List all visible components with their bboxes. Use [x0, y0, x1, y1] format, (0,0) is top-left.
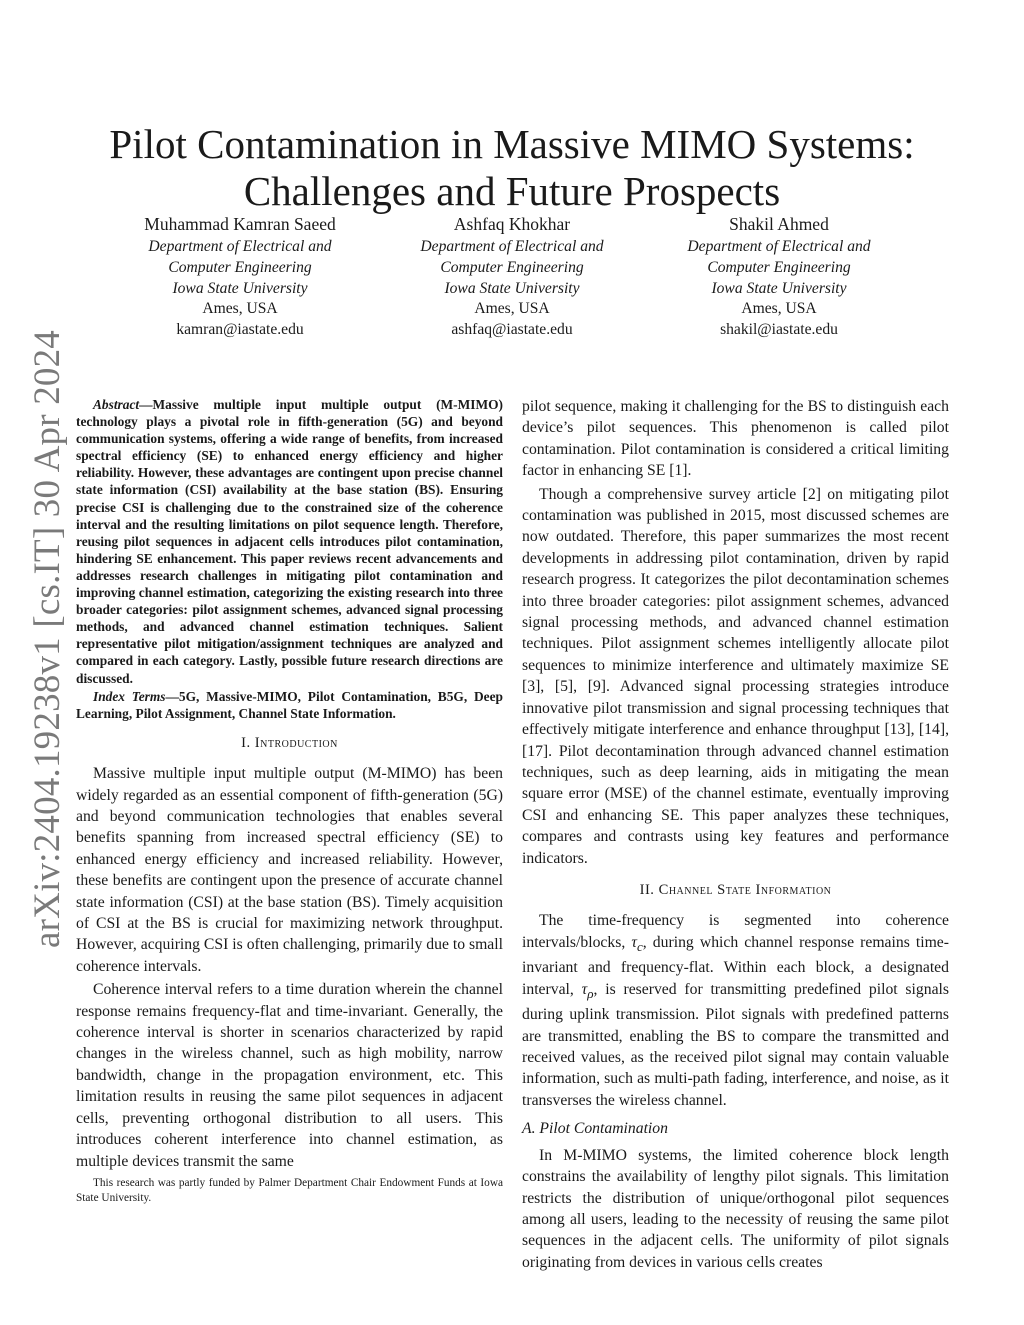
author-department: Computer Engineering [707, 258, 851, 276]
author-department: Computer Engineering [440, 258, 584, 276]
author-department: Computer Engineering [168, 258, 312, 276]
math-symbol: τ [631, 933, 637, 951]
body-paragraph [522, 910, 949, 1111]
author-email: kamran@iastate.edu [176, 321, 304, 339]
arxiv-identifier-stamp: arXiv:2404.19238v1 [cs.IT] 30 Apr 2024 [27, 329, 68, 948]
section-heading-channel-state-information: II. Channel State Information [639, 881, 832, 898]
author-name: Muhammad Kamran Saeed [144, 214, 336, 234]
author-location: Ames, USA [474, 300, 550, 318]
math-symbol-tau-c [631, 933, 643, 954]
paper-title [60, 121, 964, 215]
math-subscript: c [636, 938, 643, 954]
author-department: Department of Electrical and [420, 238, 604, 255]
body-paragraph: Though a comprehensive survey article [2] on mitigating pilot contamination was published in 2015, most discussed schemes are now outdated. Therefore, this paper summarizes the most recent developments in addressing pilot contamination, driven by rapid research progress. It categorizes the pilot decontamination schemes into three broader categories: pilot assignment schemes, advanced signal processing methods, and advanced channel estimation techniques. Pilot assignment schemes intelligently allocate pilot sequences to minimize interference and ultimately maximize SE [3], [5], [9]. Advanced signal processing strategies introduce innovative pilot transmission and signal processing techniques that effectively mitigate interference and enhance throughput [13], [14], [17]. Pilot decontamination through advanced channel estimation techniques, such as deep learning, aids in mitigating the mean square error (MSE) of the channel estimate, eventually improving CSI and enhancing SE. This paper analyzes these techniques, compares and contrasts using key features and performance indicators. [522, 485, 949, 867]
index-terms-label: Index Terms [93, 688, 166, 704]
math-symbol: τ [581, 980, 588, 998]
author-email: ashfaq@iastate.edu [451, 321, 573, 339]
author-department: Department of Electrical and [148, 238, 332, 255]
abstract [76, 396, 503, 687]
index-terms [76, 688, 503, 722]
author-3 [639, 212, 919, 341]
math-subscript: ρ [587, 985, 594, 1001]
abstract-label: Abstract [93, 397, 140, 412]
paper-title-line1: Pilot Contamination in Massive MIMO Systems: [109, 121, 915, 168]
section-heading-introduction: I. Introduction [241, 734, 338, 751]
math-symbol-tau-rho [581, 980, 594, 1001]
author-university: Iowa State University [172, 279, 308, 297]
author-2 [372, 212, 652, 341]
text-run: , is reserved for transmitting predefined pilot signals during uplink transmission. Pilot signals with predefined patterns are transmitted, enabling the BS to compare the transmitted and received values, as the received pilot signal may contain valuable information, such as multi-path fading, interference, and noise, as it transverses the wireless channel. [522, 980, 949, 1109]
body-paragraph: Massive multiple input multiple output (M-MIMO) has been widely regarded as an essential component of fifth-generation (5G) and beyond communication technologies that enables several benefits spanning from increased spectral efficiency (SE) to enhanced energy efficiency and increased reliability. However, these benefits are contingent upon the presence of accurate channel state information (CSI) at the base station (BS). Timely acquisition of CSI at the BS is crucial for maximizing network throughput. However, acquiring CSI is often challenging, primarily due to small coherence intervals. [76, 765, 503, 975]
author-location: Ames, USA [202, 300, 278, 318]
right-column [522, 396, 949, 1273]
subsection-heading-pilot-contamination: A. Pilot Contamination [522, 1120, 668, 1138]
text-run: , during which channel response remains time-invariant and frequency-flat. Within each block, a designated interval, [522, 933, 949, 998]
author-email: shakil@iastate.edu [720, 321, 838, 339]
text-run: The time-frequency is segmented into coherence intervals/blocks, [522, 912, 949, 951]
author-name: Ashfaq Khokhar [453, 214, 571, 234]
body-paragraph: In M-MIMO systems, the limited coherence block length constrains the availability of lengthy pilot signals. This limitation restricts the distribution of unique/orthogonal pilot sequences among all users, leading to the necessity of reusing the same pilot sequences in the adjacent cells. The uniformity of pilot signals originating from devices in various cells creates [522, 1146, 949, 1271]
author-name: Shakil Ahmed [729, 214, 829, 234]
index-terms-text: —5G, Massive-MIMO, Pilot Contamination, B5G, Deep Learning, Pilot Assignment, Channel State Information. [76, 688, 503, 721]
footnote: This research was partly funded by Palmer Department Chair Endowment Funds at Iowa State University. [76, 1177, 503, 1204]
author-location: Ames, USA [741, 300, 817, 318]
body-paragraph-continued: pilot sequence, making it challenging for the BS to distinguish each device’s pilot sequences. This phenomenon is called pilot contamination. Pilot contamination is considered a critical limiting factor in enhancing SE [1]. [522, 398, 949, 480]
author-1 [100, 212, 380, 341]
body-paragraph: Coherence interval refers to a time duration wherein the channel response remains frequency-flat and time-invariant. Generally, the coherence interval is shorter in scenarios characterized by rapid changes in the wireless channel, such as high mobility, narrow bandwidth, change in the propagation environment, etc. This limitation results in reusing the same pilot sequences in adjacent cells, preventing orthogonal distribution to all users. This introduces coherent interference into channel estimation, as multiple devices transmit the same [76, 981, 503, 1170]
author-university: Iowa State University [711, 279, 847, 297]
author-department: Department of Electrical and [687, 238, 871, 255]
paper-title-line2: Challenges and Future Prospects [243, 168, 781, 215]
author-university: Iowa State University [444, 279, 580, 297]
abstract-text: —Massive multiple input multiple output (M-MIMO) technology plays a pivotal role in fifth-generation (5G) and beyond communication systems, offering a wide range of benefits, from increased spectral efficiency (SE) to enhanced energy efficiency and higher reliability. However, these advantages are contingent upon precise channel state information (CSI) availability at the base station (BS). Ensuring precise CSI is challenging due to the constrained size of the coherence interval and the resulting limitations on pilot sequence length. Therefore, reusing pilot sequences in adjacent cells introduces pilot contamination, hindering SE enhancement. This paper reviews recent advancements and addresses research challenges in mitigating pilot contamination and improving channel estimation, categorizing the existing research into three broader categories: pilot assignment schemes, advanced signal processing methods, and advanced channel estimation techniques. Salient representative pilot mitigation/assignment techniques are analyzed and compared in each category. Lastly, possible future research directions are discussed. [76, 397, 503, 686]
left-column [76, 396, 503, 1172]
